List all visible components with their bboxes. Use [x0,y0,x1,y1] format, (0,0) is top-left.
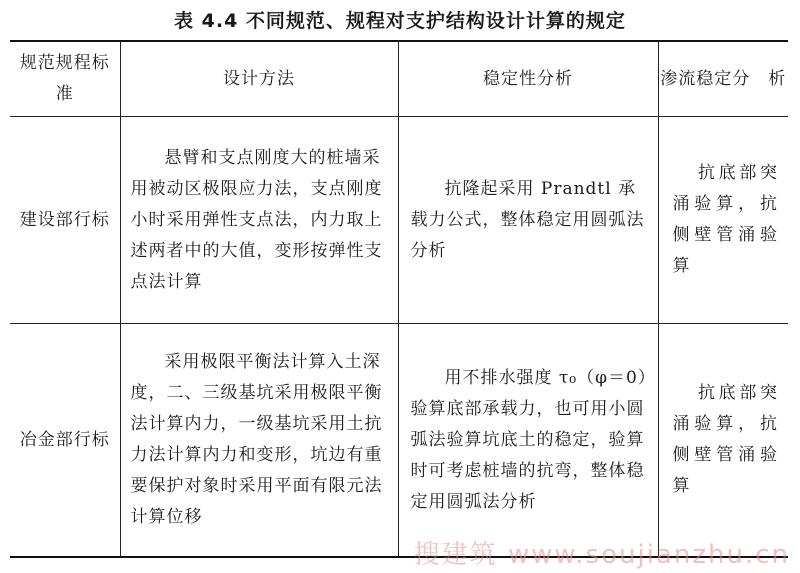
watermark: 搜建筑 www.soujianzhu.cn [413,540,790,570]
row-stability-analysis: 抗隆起采用 Prandtl 承载力公式，整体稳定用圆弧法分析 [398,117,658,324]
header-row [10,41,788,117]
row-design-method: 采用极限平衡法计算入土深度，二、三级基坑采用极限平衡法计算内力，一级基坑采用土抗力法计算内力和变形，坑边有重要保护对象时采用平面有限元法计算位移 [120,324,398,558]
table-row [10,117,788,324]
row-standard: 冶金部行标 [10,324,120,558]
table-title: 表 4.4 不同规范、规程对支护结构设计计算的规定 [174,10,626,32]
row-seepage-stability: 抗底部突涌验算，抗侧壁管涌验算 [658,324,788,558]
table-row [10,324,788,558]
header-design-method: 设计方法 [120,41,398,117]
header-seepage-stability: 渗流稳定分 析 [658,41,788,117]
specification-table [10,40,788,558]
header-standard: 规范规程标准 [10,41,120,117]
row-seepage-stability: 抗底部突涌验算，抗侧壁管涌验算 [658,117,788,324]
header-stability-analysis: 稳定性分析 [398,41,658,117]
row-design-method: 悬臂和支点刚度大的桩墙采用被动区极限应力法，支点刚度小时采用弹性支点法，内力取上述两者中的大值，变形按弹性支点法计算 [120,117,398,324]
row-standard: 建设部行标 [10,117,120,324]
row-stability-analysis: 用不排水强度 τ₀（φ＝0）验算底部承载力，也可用小圆弧法验算坑底土的稳定，验算时可考虑桩墙的抗弯，整体稳定用圆弧法分析 [398,324,658,558]
